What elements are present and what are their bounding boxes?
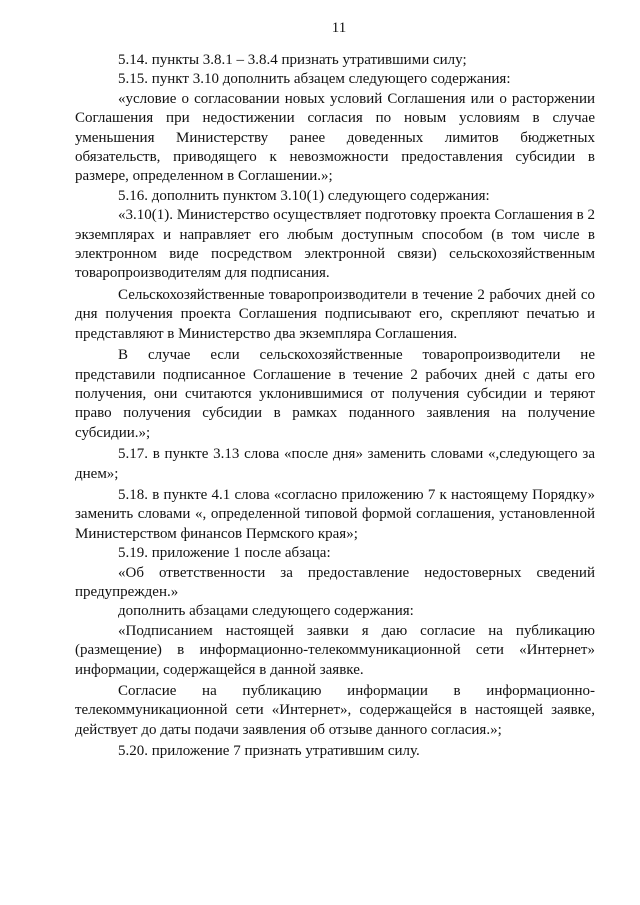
paragraph-evasion: В случае если сельскохозяйственные товаропроизводители не представили подписанное Соглашение в течение 2 рабочих дней с даты его получения, они считаются уклонившимися от получения субсидии и теряют право получения субсидии в рамках поданного заявления на получение субсидии.»; [75, 347, 595, 441]
paragraph-consent-validity: Согласие на публикацию информации в информационно-телекоммуникационной сети «Интернет», содержащейся в настоящей заявке, действует до даты подачи заявления об отзыве данного согласия.»; [75, 683, 595, 738]
paragraph-3-10-1: «3.10(1). Министерство осуществляет подготовку проекта Соглашения в 2 экземплярах и направляет его любым доступным способом (в том числе в электронном виде посредством электронной связи) сельскохозяйственным товаропроизводителям для подписания. [75, 207, 595, 282]
paragraph-5-15: 5.15. пункт 3.10 дополнить абзацем следующего содержания: [118, 71, 511, 88]
paragraph-5-16: 5.16. дополнить пунктом 3.10(1) следующего содержания: [118, 187, 490, 204]
paragraph-producers-sign: Сельскохозяйственные товаропроизводители в течение 2 рабочих дней со дня получения проекта Соглашения подписывают его, скрепляют печатью и представляют в Министерство два экземпляра Соглашения. [75, 286, 595, 342]
paragraph-5-15-quote: «условие о согласовании новых условий Соглашения или о расторжении Соглашения при недостижении согласия по новым условиям в случае уменьшения Министерству ранее доведенных лимитов бюджетных обязательств, приводящего к невозможности предоставления субсидии в размере, определенном в Соглашении.»; [75, 90, 595, 185]
paragraph-5-18: 5.18. в пункте 4.1 слова «согласно приложению 7 к настоящему Порядку» заменить словами «, определенной типовой формой соглашения, установленной Министерством финансов Пермского края»; [75, 486, 595, 542]
paragraph-supplement: дополнить абзацами следующего содержания: [118, 603, 414, 620]
paragraph-5-20: 5.20. приложение 7 признать утратившим силу. [118, 743, 420, 760]
paragraph-5-19: 5.19. приложение 1 после абзаца: [118, 545, 331, 562]
paragraph-5-19-quote: «Об ответственности за предоставление недостоверных сведений предупрежден.» [75, 564, 595, 600]
page-number: 11 [331, 20, 347, 36]
paragraph-5-17: 5.17. в пункте 3.13 слова «после дня» заменить словами «,следующего за днем»; [75, 446, 595, 482]
paragraph-5-14: 5.14. пункты 3.8.1 – 3.8.4 признать утратившими силу; [118, 52, 467, 68]
paragraph-consent-publication: «Подписанием настоящей заявки я даю согласие на публикацию (размещение) в информационно-телекоммуникационной сети «Интернет» информации, содержащейся в данной заявке. [75, 622, 595, 678]
